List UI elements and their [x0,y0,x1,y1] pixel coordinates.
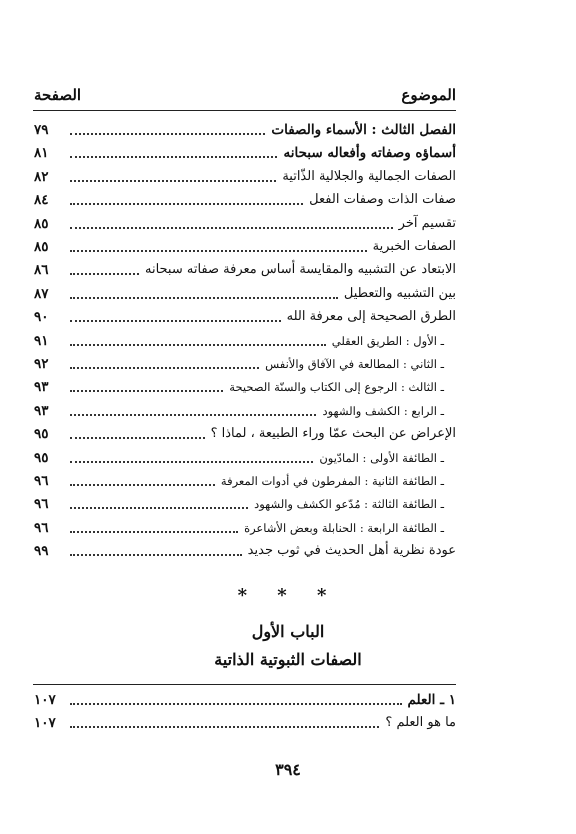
toc-entry-title: الإعراض عن البحث عمّا وراء الطبيعة ، لماذا ؟ [210,426,456,442]
toc-dot-leader [70,156,277,158]
toc-entry [34,375,456,397]
toc-dot-leader [70,703,402,705]
toc-entry [34,446,456,468]
toc-entry [34,282,456,304]
toc-dot-leader [70,726,379,728]
toc-dot-leader [70,320,281,322]
toc-dot-leader [70,297,338,299]
toc-entry [34,352,456,374]
toc-entry [34,141,456,163]
toc-entry [34,329,456,351]
toc-dot-leader [70,367,259,369]
toc-entry-title: صفات الذات وصفات الفعل [309,192,456,208]
part-rule [33,684,456,685]
toc-entry-page: ٨٦ [34,262,49,279]
toc-entry-page: ٩١ [34,332,49,349]
toc-dot-leader [70,250,367,252]
toc-dot-leader [70,227,393,229]
toc-entry-page: ٨١ [34,145,49,162]
toc-entry-title: ـ الثالث : الرجوع إلى الكتاب والسنّة الصحيحة [229,380,444,395]
toc-dot-leader [70,203,303,205]
toc-dot-leader [70,273,139,275]
toc-dot-leader [70,461,313,463]
toc-dot-leader [70,437,205,439]
toc-entry-page: ٩٢ [34,356,49,372]
toc-dot-leader [70,344,326,346]
toc-entry [34,469,456,491]
toc-entry-title: ـ الطائفة الثانية : المفرطون في أدوات المعرفة [220,474,444,488]
separator-stars: * * * [237,585,339,606]
toc-entry [34,212,456,234]
toc-entry-page: ٨٢ [34,168,49,185]
toc-entry-page: ٩٣ [34,402,49,419]
toc-entry-page: ٩٣ [34,379,49,396]
toc-entry-title: ـ الأول : الطريق العقلي [331,333,444,348]
page-number: ٣٩٤ [275,760,301,779]
toc-entry-page: ٨٥ [34,239,49,255]
toc-entry-title: ـ الطائفة الأولى : المادّيون [319,450,444,465]
toc-dot-leader [70,414,316,416]
toc-entry [34,305,456,327]
toc-entry [34,188,456,210]
toc-entry-title: بين التشبيه والتعطيل [343,285,456,301]
toc-entry-title: ـ الثاني : المطالعة في الآفاق والأنفس [265,357,444,371]
toc-entry-page: ٧٩ [34,122,49,138]
toc-entry [34,516,456,538]
toc-entry-title: الصفات الخبرية [372,239,456,254]
toc-entry-page: ٩٠ [34,309,49,326]
header-rule [33,110,456,111]
toc-entry-title: الابتعاد عن التشبيه والمقايسة أساس معرفة صفاته سبحانه [144,262,456,278]
toc-entry [34,688,456,710]
toc-entry-title: ١ ـ العلم [407,692,456,708]
toc-entry-page: ٨٧ [34,285,49,302]
part-title: الباب الأول [251,622,325,641]
toc-entry-title: الصفات الجمالية والجلالية الذّاتية [282,168,456,184]
toc-entry-title: ـ الطائفة الرابعة : الحنابلة وبعض الأشاعرة [244,520,444,535]
toc-dot-leader [70,484,215,486]
toc-entry-page: ٩٩ [34,543,49,560]
toc-entry [34,492,456,514]
toc-dot-leader [70,531,238,533]
part-subtitle: الصفات الثبوتية الذاتية [214,650,362,669]
column-header-topic: الموضوع [401,86,456,104]
toc-entry-title: ـ الطائفة الثالثة : مُدّعو الكشف والشهود [254,497,444,512]
toc-entry [34,399,456,421]
toc-entry-title: أسماؤه وصفاته وأفعاله سبحانه [283,145,456,162]
toc-dot-leader [70,390,223,392]
toc-dot-leader [70,133,265,135]
toc-entry-title: ـ الرابع : الكشف والشهود [322,403,444,418]
toc-entry-page: ٨٥ [34,215,49,232]
toc-entry [34,258,456,280]
toc-dot-leader [70,554,242,556]
toc-entry [34,539,456,561]
column-header-page: الصفحة [34,86,82,104]
toc-entry-page: ٩٦ [34,496,49,513]
toc-dot-leader [70,180,276,182]
toc-entry-page: ٩٥ [34,449,49,466]
toc-entry [34,422,456,444]
toc-entry-title: الطرق الصحيحة إلى معرفة الله [286,309,456,325]
toc-entry-title: الفصل الثالث : الأسماء والصفات [271,122,456,138]
toc-entry-page: ١٠٧ [34,692,56,708]
toc-entry-page: ٩٥ [34,426,49,443]
toc-entry-title: ما هو العلم ؟ [385,715,456,731]
toc-dot-leader [70,507,248,509]
toc-entry-page: ٨٤ [34,192,49,209]
toc-entry [34,165,456,187]
toc-entry [34,118,456,140]
toc-entry-page: ١٠٧ [34,715,56,732]
toc-entry [34,235,456,257]
toc-entry-title: عودة نظرية أهل الحديث في ثوب جديد [247,543,456,559]
toc-entry-title: تقسيم آخر [398,215,456,231]
toc-entry-page: ٩٦ [34,519,49,536]
toc-entry [34,711,456,733]
toc-entry-page: ٩٦ [34,473,49,489]
